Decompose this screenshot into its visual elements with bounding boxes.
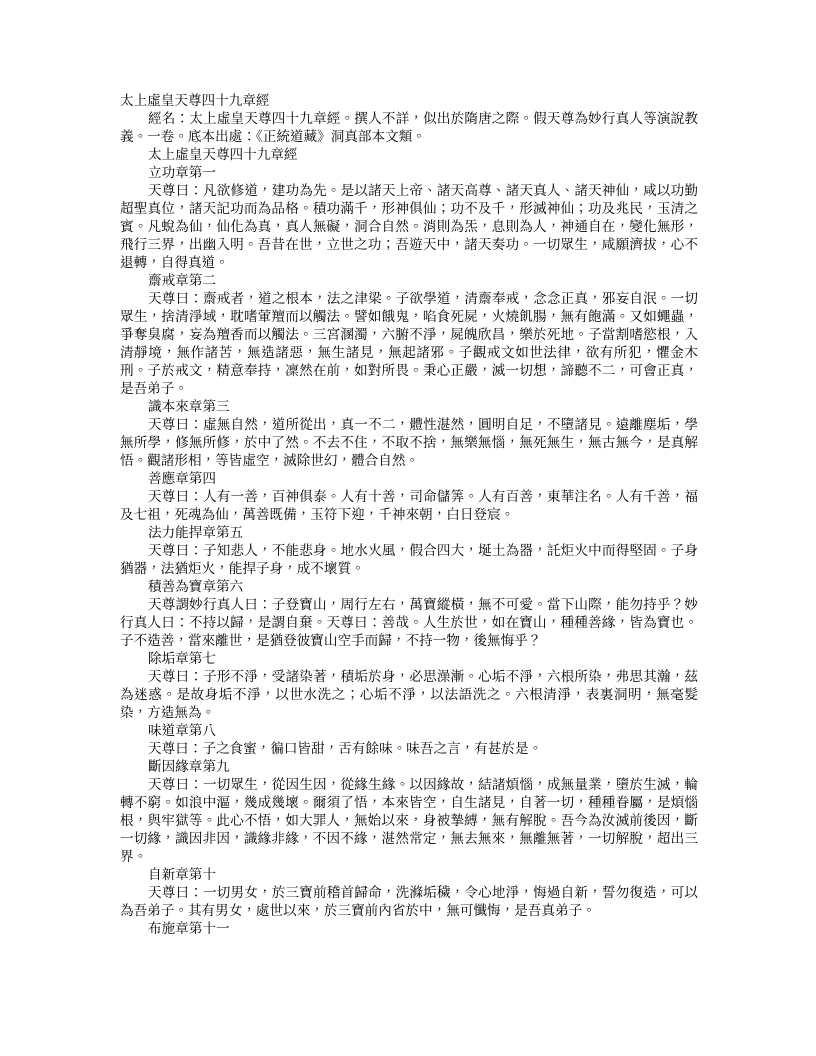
text-column — [120, 92, 698, 938]
chapter-heading-4: 善應章第四 — [148, 471, 216, 487]
chapter-heading-3: 識本來章第三 — [148, 399, 230, 415]
chapter-body-1: 天尊曰：凡欲修道，建功為先。是以諸天上帝、諸天高尊、諸天真人、諸天神仙，咸以功勤超聖真位，諸天記功而為品格。積功滿千，形神俱仙；功不及千，形滅神仙；功及兆民，玉清之賓。凡蛻為仙，仙化為真，真人無礙，洞合自然。消則為炁，息則為人，神通自在，變化無形，飛行三界，出幽入明。吾昔在世，立世之功；吾遊天中，諸天奏功。一切眾生，咸願濟拔，心不退轉，自得真道。 — [120, 183, 698, 271]
document-title: 太上虛皇天尊四十九章經 — [120, 93, 270, 109]
chapter-body-8: 天尊曰：子之食蜜，徧口皆甜，舌有餘味。味吾之言，有甚於是。 — [148, 741, 543, 757]
chapter-heading-1: 立功章第一 — [148, 165, 216, 181]
chapter-heading-9: 斷因緣章第九 — [148, 759, 230, 775]
chapter-body-9: 天尊曰：一切眾生，從因生因，從緣生緣。以因緣故，結諸煩惱，成無量業，墮於生滅，輪轉不窮。如浪中漚，幾成幾壞。爾須了悟，本來皆空，自生諸見，自著一切，種種眷屬，是煩惱根，與牢獄等。此心不悟，如大罪人，無始以來，身被摯縛，無有解脫。吾今為汝滅前後因，斷一切緣，識因非因，識緣非緣，不因不緣，湛然常定，無去無來，無離無著，一切解脫，超出三界。 — [120, 777, 698, 865]
chapter-heading-2: 齋戒章第二 — [148, 273, 216, 289]
chapter-body-3: 天尊曰：虛無自然，道所從出，真一不二，體性湛然，圓明自足，不墮諸見。遠離塵垢，學無所學，修無所修，於中了然。不去不住，不取不捨，無樂無惱，無死無生，無古無今，是真解悟。觀諸形相，等皆虛空，滅除世幻，體合自然。 — [120, 417, 698, 469]
chapter-heading-5: 法力能捍章第五 — [148, 525, 244, 541]
chapter-heading-8: 味道章第八 — [148, 723, 216, 739]
chapter-body-2: 天尊曰：齋戒者，道之根本，法之津梁。子欲學道，清齋奉戒，念念正真，邪妄自泯。一切眾生，捨清淨域，耽嗜葷羶而以觸法。譬如餓鬼，啗食死屍，火燒飢腸，無有飽滿。又如蠅蟲，爭奪臭腐，妄為羶香而以觸法。三宮溷濁，六腑不淨，屍魄欣昌，樂於死地。子當割嗜慾根，入清靜境，無作諸苦，無造諸惡，無生諸見，無起諸邪。子觀戒文如世法律，欲有所犯，懼金木刑。子於戒文，精意奉持，凜然在前，如對所畏。秉心正嚴，滅一切想，諦聽不二，可會正真，是吾弟子。 — [120, 291, 698, 397]
chapter-heading-10: 自新章第十 — [148, 867, 216, 883]
chapter-body-7: 天尊曰：子形不淨，受諸染著，積垢於身，必思澡漸。心垢不淨，六根所染，弗思其瀚，茲為迷惑。是故身垢不淨，以世水洗之；心垢不淨，以法語洗之。六根清淨，表裏洞明，無毫髮染，方造無為。 — [120, 669, 698, 721]
chapter-body-10: 天尊曰：一切男女，於三寶前稽首歸命，洗滌垢穢，令心地淨，悔過自新，誓勿復造，可以為吾弟子。其有男女，處世以來，於三寶前內省於中，無可懺悔，是吾真弟子。 — [120, 885, 698, 919]
chapter-body-5: 天尊曰：子知悲人，不能悲身。地水火風，假合四大，埏土為器，託炬火中而得堅固。子身猶器，法猶炬火，能捍子身，成不壞質。 — [120, 543, 698, 577]
bibliographic-note: 經名：太上虛皇天尊四十九章經。撰人不詳，似出於隋唐之際。假天尊為妙行真人等演說教義。一卷。底本出處：《正統道藏》洞真部本文類。 — [120, 111, 698, 145]
chapter-body-4: 天尊曰：人有一善，百神俱泰。人有十善，司命儲筭。人有百善，東華注名。人有千善，福及七祖，死魂為仙，萬善既備，玉符下迎，千神來朝，白日登宸。 — [120, 489, 698, 523]
inner-title: 太上虛皇天尊四十九章經 — [148, 147, 298, 163]
chapter-body-6: 天尊謂妙行真人曰：子登寶山，周行左右，萬寶縱橫，無不可愛。當下山際，能勿持乎？妙行真人曰：不持以歸，是謂自棄。天尊曰：善哉。人生於世，如在寶山，種種善緣，皆為寶也。子不造善，當來離世，是猶登彼寶山空手而歸，不持一物，後無悔乎？ — [120, 597, 698, 649]
chapter-heading-7: 除垢章第七 — [148, 651, 216, 667]
chapter-heading-11: 布施章第十一 — [148, 921, 230, 937]
chapter-heading-6: 積善為寶章第六 — [148, 579, 244, 595]
